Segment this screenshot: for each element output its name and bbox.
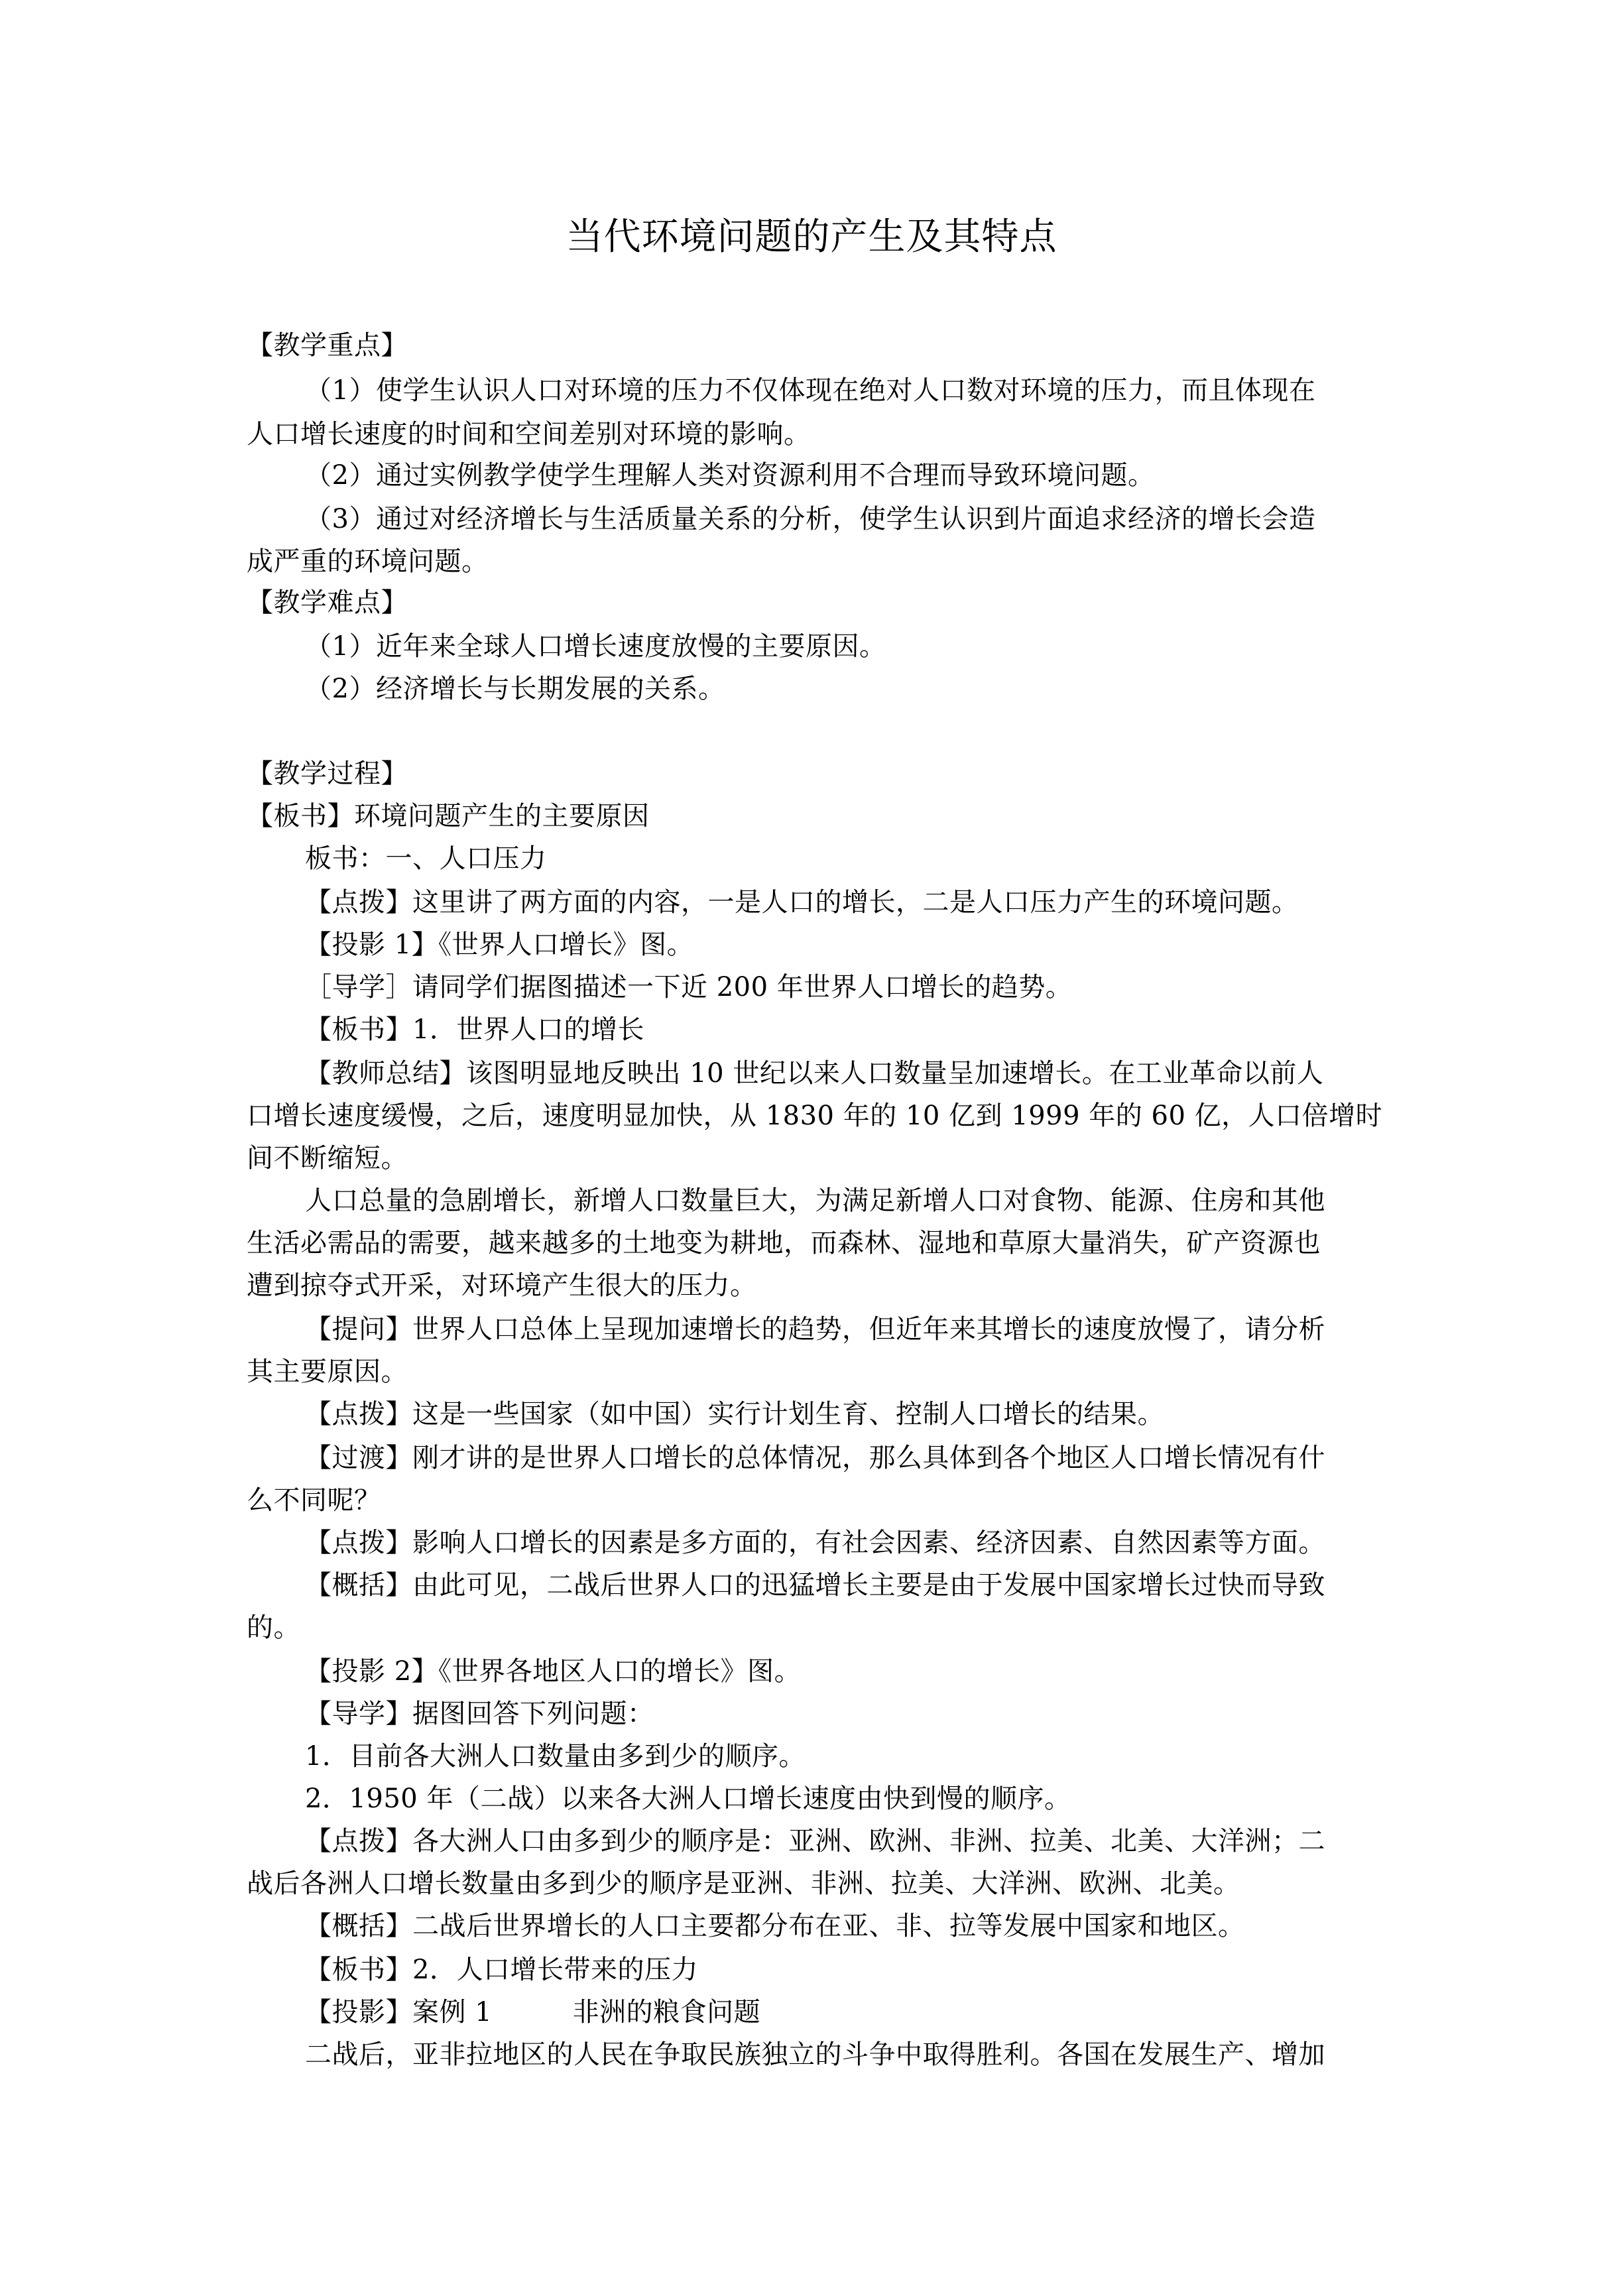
paragraph-line: 【投影】案例 1 非洲的粮食问题 (305, 1997, 761, 2027)
paragraph-line: 人口总量的急剧增长，新增人口数量巨大，为满足新增人口对食物、能源、住房和其他 (305, 1185, 1325, 1216)
paragraph-line: ［导学］请同学们据图描述一下近 200 年世界人口增长的趋势。 (305, 972, 1073, 1002)
paragraph-line: 口增长速度缓慢，之后，速度明显加快，从 1830 年的 10 亿到 1999 年的 60 亿，人口倍增时 (247, 1101, 1383, 1131)
paragraph-line: 【点拨】影响人口增长的因素是多方面的，有社会因素、经济因素、自然因素等方面。 (305, 1528, 1325, 1558)
paragraph-line: 【板书】环境问题产生的主要原因 (247, 801, 650, 831)
paragraph-line: 【板书】1．世界人口的增长 (305, 1014, 644, 1045)
list-item: 2．1950 年（二战）以来各大洲人口增长速度由快到慢的顺序。 (305, 1783, 1071, 1814)
paragraph-line: 遭到掠夺式开采，对环境产生很大的压力。 (247, 1270, 757, 1301)
paragraph-line: 【概括】由此可见，二战后世界人口的迅猛增长主要是由于发展中国家增长过快而导致 (305, 1570, 1325, 1601)
heading-teaching-process: 【教学过程】 (247, 758, 408, 789)
paragraph-line: 间不断缩短。 (247, 1143, 408, 1174)
paragraph-line: 【板书】2．人口增长带来的压力 (305, 1955, 698, 1985)
paragraph-line: 【投影 2】《世界各地区人口的增长》图。 (305, 1656, 802, 1687)
paragraph-line: 【点拨】这里讲了两方面的内容，一是人口的增长，二是人口压力产生的环境问题。 (305, 887, 1299, 918)
paragraph-line: 【点拨】各大洲人口由多到少的顺序是：亚洲、欧洲、非洲、拉美、北美、大洋洲；二 (305, 1826, 1325, 1856)
paragraph-line: 【提问】世界人口总体上呈现加速增长的趋势，但近年来其增长的速度放慢了，请分析 (305, 1314, 1325, 1345)
paragraph-line: 板书：一、人口压力 (305, 843, 547, 874)
paragraph-line: 成严重的环境问题。 (247, 546, 489, 577)
paragraph-line: 【过渡】刚才讲的是世界人口增长的总体情况，那么具体到各个地区人口增长情况有什 (305, 1443, 1325, 1473)
heading-teaching-difficulty: 【教学难点】 (247, 587, 408, 618)
paragraph-line: 二战后，亚非拉地区的人民在争取民族独立的斗争中取得胜利。各国在发展生产、增加 (305, 2039, 1325, 2070)
document-title: 当代环境问题的产生及其特点 (566, 215, 1057, 259)
paragraph-line: 么不同呢？ (247, 1485, 381, 1516)
paragraph-line: （1）近年来全球人口增长速度放慢的主要原因。 (305, 631, 886, 662)
paragraph-line: 【概括】二战后世界增长的人口主要都分布在亚、非、拉等发展中国家和地区。 (305, 1911, 1245, 1941)
paragraph-line: 人口增长速度的时间和空间差别对环境的影响。 (247, 419, 811, 450)
paragraph-line: 【投影 1】《世界人口增长》图。 (305, 930, 694, 960)
paragraph-line: （2）通过实例教学使学生理解人类对资源利用不合理而导致环境问题。 (305, 460, 1155, 491)
paragraph-line: 战后各洲人口增长数量由多到少的顺序是亚洲、非洲、拉美、大洋洲、欧洲、北美。 (247, 1868, 1240, 1899)
paragraph-line: （3）通过对经济增长与生活质量关系的分析，使学生认识到片面追求经济的增长会造 (305, 504, 1316, 534)
paragraph-line: 生活必需品的需要，越来越多的土地变为耕地，而森林、湿地和草原大量消失，矿产资源也 (247, 1228, 1321, 1258)
paragraph-line: 【教师总结】该图明显地反映出 10 世纪以来人口数量呈加速增长。在工业革命以前人 (305, 1058, 1324, 1089)
list-item: 1．目前各大洲人口数量由多到少的顺序。 (305, 1741, 806, 1772)
paragraph-line: （1）使学生认识人口对环境的压力不仅体现在绝对人口数对环境的压力，而且体现在 (305, 375, 1316, 406)
paragraph-line: 【点拨】这是一些国家（如中国）实行计划生育、控制人口增长的结果。 (305, 1399, 1164, 1429)
heading-teaching-focus: 【教学重点】 (247, 330, 408, 361)
paragraph-line: （2）经济增长与长期发展的关系。 (305, 674, 725, 704)
paragraph-line: 其主要原因。 (247, 1357, 408, 1387)
paragraph-line: 【导学】据图回答下列问题： (305, 1699, 654, 1729)
paragraph-line: 的。 (247, 1612, 300, 1643)
